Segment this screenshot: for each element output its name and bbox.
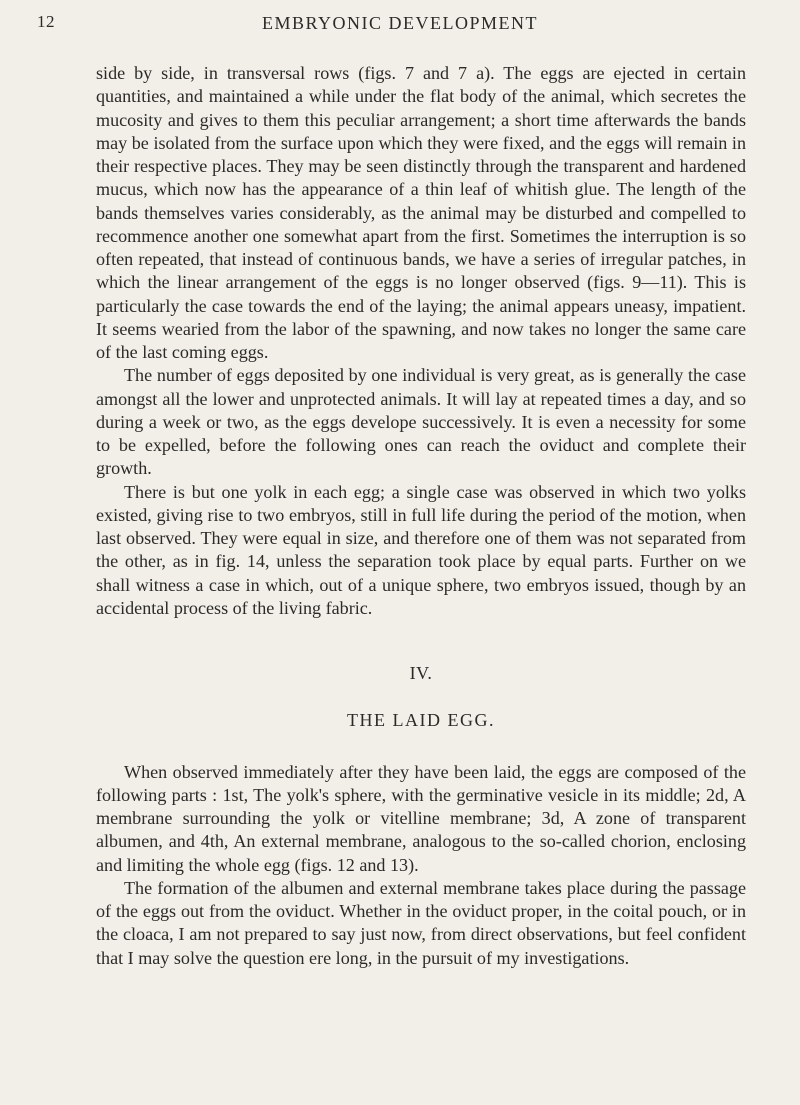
page-number: 12 <box>37 12 55 31</box>
running-head: EMBRYONIC DEVELOPMENT <box>261 13 538 33</box>
paragraph: When observed immediately after they have been laid, the eggs are composed of the following parts : 1st, The yolk's sphere, with the germinative vesicle in its middle; 2d, A membrane surrounding the yolk or vitelline membrane; 3d, A zone of transparent albumen, and 4th, An external membrane, analogous to the so-called chorion, enclosing and limiting the whole egg (figs. 12 and 13). <box>96 761 746 875</box>
paragraph: side by side, in transversal rows (figs. 7 and 7 a). The eggs are ejected in certain quantities, and maintained a while under the flat body of the animal, which secretes the mucosity and gives to them this peculiar arrangement; a short time afterwards the bands may be isolated from the surface upon which they were fixed, and the eggs will remain in their respective places. They may be seen distinctly through the transparent and hardened mucus, which now has the appearance of a thin leaf of whitish glue. The length of the bands themselves varies considerably, as the animal may be disturbed and compelled to recommence another one somewhat apart from the first. Sometimes the interruption is so often repeated, that instead of continuous bands, we have a series of irregular patches, in which the linear arrangement of the eggs is no longer observed (figs. 9—11). This is particularly the case towards the end of the laying; the animal appears uneasy, impatient. It seems wearied from the labor of the spawning, and now takes no longer the same care of the last coming eggs. <box>96 63 746 362</box>
section-number: IV. <box>409 663 433 683</box>
paragraph: The formation of the albumen and external membrane takes place during the passage of the eggs out from the oviduct. Whether in the oviduct proper, in the coital pouch, or in the cloaca, I am not prepared to say just now, from direct observations, but feel confident that I may solve the question ere long, in the pursuit of my investigations. <box>96 877 746 968</box>
page-body <box>96 62 746 970</box>
paragraph: There is but one yolk in each egg; a single case was observed in which two yolks existed, giving rise to two embryos, still in full life during the period of the motion, when last observed. They were equal in size, and therefore one of them was not separated from the other, as in fig. 14, unless the separation took place by equal parts. Further on we shall witness a case in which, out of a unique sphere, two embryos issued, though by an accidental process of the living fabric. <box>96 481 746 618</box>
section-title: THE LAID EGG. <box>347 710 495 731</box>
paragraph: The number of eggs deposited by one individual is very great, as is generally the case amongst all the lower and unprotected animals. It will lay at repeated times a day, and so during a week or two, as the eggs develope successively. It is even a necessity for some to be expelled, before the following ones can reach the oviduct and complete their growth. <box>96 365 746 479</box>
